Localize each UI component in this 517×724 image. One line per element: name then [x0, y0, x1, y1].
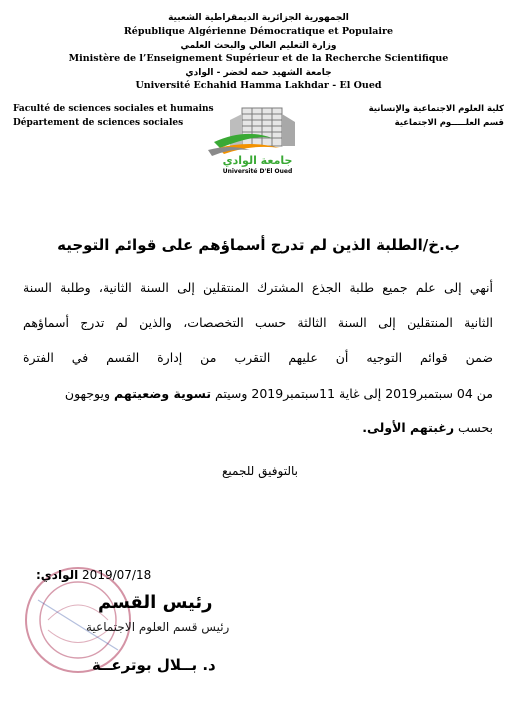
document-title: ب.خ/الطلبة الذين لم تدرج أسماؤهم على قوائم التوجيه — [57, 236, 460, 254]
body-line-4-emphasis: تسوية وضعيتهم — [114, 386, 212, 401]
body-line-5-emphasis: رغبتهم الأولى. — [362, 420, 455, 435]
signature-date: 2019/07/18 — [82, 568, 152, 582]
ministry-arabic: وزارة التعليم العالي والبحث العلمي — [180, 41, 337, 51]
signature-place-label: الوادي: — [36, 568, 79, 582]
university-arabic: جامعة الشهيد حمه لخضر - الوادي — [185, 68, 332, 78]
logo-name-arabic: جامعة الوادي — [222, 154, 293, 167]
republic-french: République Algérienne Démocratique et Populaire — [123, 26, 394, 37]
faculty-arabic: كلية العلوم الاجتماعية والإنسانية — [368, 104, 504, 114]
body-line-5-start: بحسب — [458, 420, 493, 435]
signature-name: د. بــلال بوترعــة — [92, 656, 216, 674]
body-line-4-end: ويوجهون — [64, 386, 111, 401]
republic-arabic: الجمهورية الجزائرية الديمقراطية الشعبية — [168, 13, 349, 23]
body-line-2: الثانية المنتقلين إلى السنة الثالثة حسب التخصصات، والذين لم تدرج أسماؤهم — [23, 315, 493, 330]
department-french: Département de sciences sociales — [13, 118, 184, 128]
body-line-1: أنهي إلى علم جميع طلبة الجذع المشترك المنتقلين إلى السنة الثانية، وطلبة السنة — [23, 280, 493, 295]
closing-wishes: بالتوفيق للجميع — [222, 464, 298, 478]
university-french: Université Echahid Hamma Lakhdar - El Oued — [135, 80, 382, 91]
faculty-french: Faculté de sciences sociales et humains — [13, 104, 214, 114]
signature-role: رئيس القسم — [98, 592, 213, 613]
department-arabic: قسم العلـــــوم الاجتماعية — [394, 118, 504, 128]
university-logo — [200, 100, 315, 180]
signature-department: رئيس قسم العلوم الاجتماعية — [86, 620, 230, 634]
body-line-3: ضمن قوائم التوجيه أن عليهم التقرب من إدارة القسم في الفترة — [23, 350, 493, 365]
body-line-4-start: من 04 سبتمبر2019 إلى غاية 11سبتمبر2019 وسيتم — [215, 386, 493, 401]
ministry-french: Ministère de l’Enseignement Supérieur et de la Recherche Scientifique — [68, 53, 449, 64]
logo-name-french: Université D'El Oued — [222, 168, 293, 175]
signature-date-line — [30, 568, 151, 582]
body-line-5 — [23, 420, 493, 436]
body-line-4 — [23, 386, 493, 402]
